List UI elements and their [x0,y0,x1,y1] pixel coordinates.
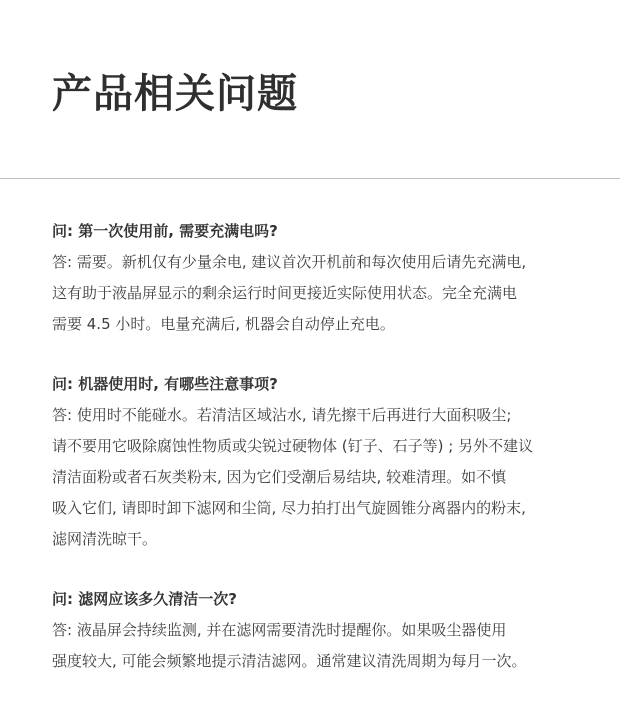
faq-question: 问: 机器使用时, 有哪些注意事项? [52,375,278,393]
faq-item-charging [52,216,592,340]
answer-line: 这有助于液晶屏显示的剩余运行时间更接近实际使用状态。完全充满电 [52,284,518,302]
header-divider [0,178,620,179]
faq-answer [52,247,592,340]
page-title: 产品相关问题 [52,71,298,117]
faq-answer [52,615,592,677]
answer-line: 答: 液晶屏会持续监测, 并在滤网需要清洗时提醒你。如果吸尘器使用 [52,621,507,639]
answer-line: 吸入它们, 请即时卸下滤网和尘筒, 尽力拍打出气旋圆锥分离器内的粉末, [52,499,526,517]
faq-item-precautions [52,369,592,555]
faq-question: 问: 第一次使用前, 需要充满电吗? [52,222,278,240]
answer-line: 请不要用它吸除腐蚀性物质或尖锐过硬物体 (钉子、石子等) ; 另外不建议 [52,437,534,455]
answer-line: 滤网清洗晾干。 [52,530,158,548]
faq-answer [52,400,592,555]
answer-line: 清洁面粉或者石灰类粉末, 因为它们受潮后易结块, 较难清理。如不慎 [52,468,507,486]
faq-item-filter-cleaning [52,584,592,677]
answer-line: 答: 使用时不能碰水。若清洁区域沾水, 请先擦干后再进行大面积吸尘; [52,406,512,424]
answer-line: 强度较大, 可能会频繁地提示清洁滤网。通常建议清洗周期为每月一次。 [52,652,527,670]
answer-line: 答: 需要。新机仅有少量余电, 建议首次开机前和每次使用后请先充满电, [52,253,527,271]
faq-list [52,216,592,706]
answer-line: 需要 4.5 小时。电量充满后, 机器会自动停止充电。 [52,315,395,333]
faq-question: 问: 滤网应该多久清洁一次? [52,590,237,608]
